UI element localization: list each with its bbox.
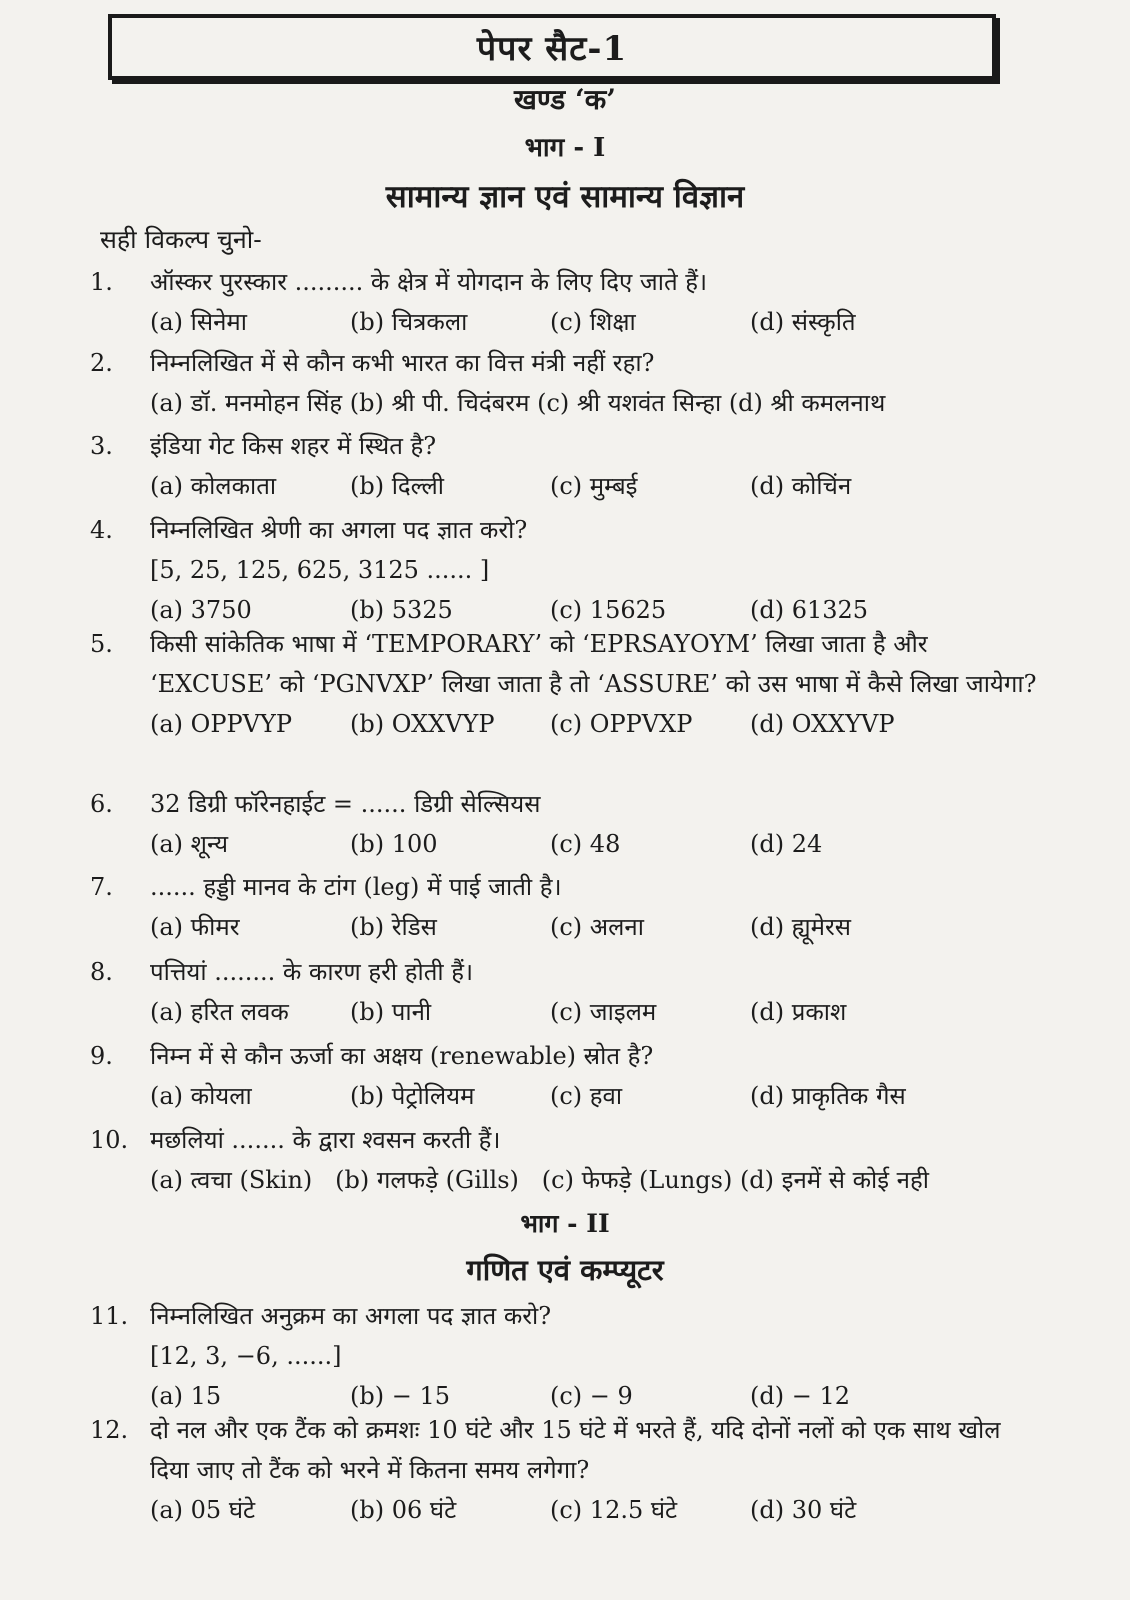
question-text: मछलियां ....... के द्वारा श्वसन करती हैं। [150,1126,501,1154]
question-text: निम्नलिखित अनुक्रम का अगला पद ज्ञात करो? [150,1302,552,1330]
option-b: (b) पेट्रोलियम [350,1082,475,1110]
question-number: 6. [90,790,113,818]
question-number: 5. [90,630,113,658]
option-d: (d) प्रकाश [750,998,847,1026]
question-8 [90,952,1040,1032]
question-text: ऑस्कर पुरस्कार ......... के क्षेत्र में योगदान के लिए दिए जाते हैं। [150,268,708,296]
option-d: (d) ह्यूमेरस [750,913,851,941]
question-1 [90,262,1040,342]
series-sequence: [5, 25, 125, 625, 3125 ...... ] [150,556,490,584]
option-b: (b) − 15 [350,1382,450,1410]
option-b: (b) 5325 [350,596,453,624]
option-b: (b) दिल्ली [350,472,444,500]
option-a: (a) 3750 [150,596,252,624]
option-a: (a) सिनेमा [150,308,247,336]
option-b: (b) चित्रकला [350,308,468,336]
series-sequence: [12, 3, −6, ......] [150,1342,342,1370]
question-text: निम्न में से कौन ऊर्जा का अक्षय (renewable) स्रोत है? [150,1042,654,1070]
option-c: (c) − 9 [550,1382,633,1410]
option-c: (c) अलना [550,913,644,941]
question-text: 32 डिग्री फॉरेनहाईट = ...... डिग्री सेल्सियस [150,790,541,818]
question-number: 9. [90,1042,113,1070]
question-text: पत्तियां ........ के कारण हरी होती हैं। [150,958,474,986]
question-text: निम्नलिखित श्रेणी का अगला पद ज्ञात करो? [150,516,528,544]
question-number: 11. [90,1302,129,1330]
option-a: (a) फीमर [150,913,240,941]
option-d: (d) संस्कृति [750,308,856,336]
option-d: (d) − 12 [750,1382,850,1410]
question-10 [90,1120,1040,1200]
instruction-text: सही विकल्प चुनो- [100,225,262,254]
option-b: (b) रेडिस [350,913,437,941]
question-4 [90,510,1040,630]
question-number: 4. [90,516,113,544]
option-a: (a) कोलकाता [150,472,277,500]
paper-title: पेपर सैट-1 [476,29,628,69]
part-1-heading: भाग - I [524,133,606,163]
question-number: 10. [90,1126,129,1154]
question-number: 2. [90,349,113,377]
option-d: (d) 61325 [750,596,869,624]
question-5 [90,624,1040,744]
question-3 [90,426,1040,506]
question-9 [90,1036,1040,1116]
option-a: (a) 05 घंटे [150,1496,256,1524]
option-a: (a) OPPVYP [150,710,292,738]
option-b: (b) पानी [350,998,432,1026]
option-b: (b) 06 घंटे [350,1496,457,1524]
question-7 [90,867,1040,947]
option-c: (c) 15625 [550,596,667,624]
paper-title-box [108,14,996,80]
option-b: (b) 100 [350,830,438,858]
question-text: किसी सांकेतिक भाषा में ‘TEMPORARY’ को ‘EPRSAYOYM’ लिखा जाता है और ‘EXCUSE’ को ‘PGNVXP’ लिखा जाता है तो ‘ASSURE’ को उस भाषा में कैसे लिखा जायेगा? [150,630,1037,698]
question-11 [90,1296,1040,1416]
question-number: 1. [90,268,113,296]
part-2-heading: भाग - II [520,1209,610,1238]
question-text: ...... हड्डी मानव के टांग (leg) में पाई जाती है। [150,873,562,901]
section-2-heading: गणित एवं कम्प्यूटर [466,1253,664,1287]
question-text: दो नल और एक टैंक को क्रमशः 10 घंटे और 15 घंटे में भरते हैं, यदि दोनों नलों को एक साथ खोल दिया जाए तो टैंक को भरने में कितना समय लगेगा? [150,1416,1001,1484]
question-12 [90,1410,1040,1530]
option-d: (d) OXXYVP [750,710,895,738]
question-text: निम्नलिखित में से कौन कभी भारत का वित्त मंत्री नहीं रहा? [150,349,655,377]
option-a: (a) शून्य [150,830,228,858]
option-d: (d) कोचिंन [750,472,852,500]
section-1-heading: सामान्य ज्ञान एवं सामान्य विज्ञान [385,179,745,215]
question-2 [90,343,1040,423]
option-a: (a) कोयला [150,1082,252,1110]
option-d: (d) 30 घंटे [750,1496,857,1524]
question-number: 3. [90,432,113,460]
option-c: (c) 48 [550,830,621,858]
options-line: (a) डॉ. मनमोहन सिंह (b) श्री पी. चिदंबरम (c) श्री यशवंत सिन्हा (d) श्री कमलनाथ [150,389,886,417]
question-number: 7. [90,873,113,901]
option-c: (c) शिक्षा [550,308,636,336]
option-c: (c) हवा [550,1082,623,1110]
options-line: (a) त्वचा (Skin) (b) गलफड़े (Gills) (c) फेफड़े (Lungs) (d) इनमें से कोई नही [150,1166,929,1194]
option-c: (c) जाइलम [550,998,657,1026]
option-c: (c) 12.5 घंटे [550,1496,678,1524]
option-c: (c) मुम्बई [550,472,638,500]
option-a: (a) हरित लवक [150,998,289,1026]
question-number: 12. [90,1416,129,1444]
option-d: (d) 24 [750,830,823,858]
option-b: (b) OXXVYP [350,710,495,738]
option-c: (c) OPPVXP [550,710,693,738]
option-a: (a) 15 [150,1382,222,1410]
question-text: इंडिया गेट किस शहर में स्थित है? [150,432,437,460]
question-number: 8. [90,958,113,986]
option-d: (d) प्राकृतिक गैस [750,1082,906,1110]
khand-heading: खण्ड ‘क’ [514,83,616,116]
question-6 [90,784,1040,864]
